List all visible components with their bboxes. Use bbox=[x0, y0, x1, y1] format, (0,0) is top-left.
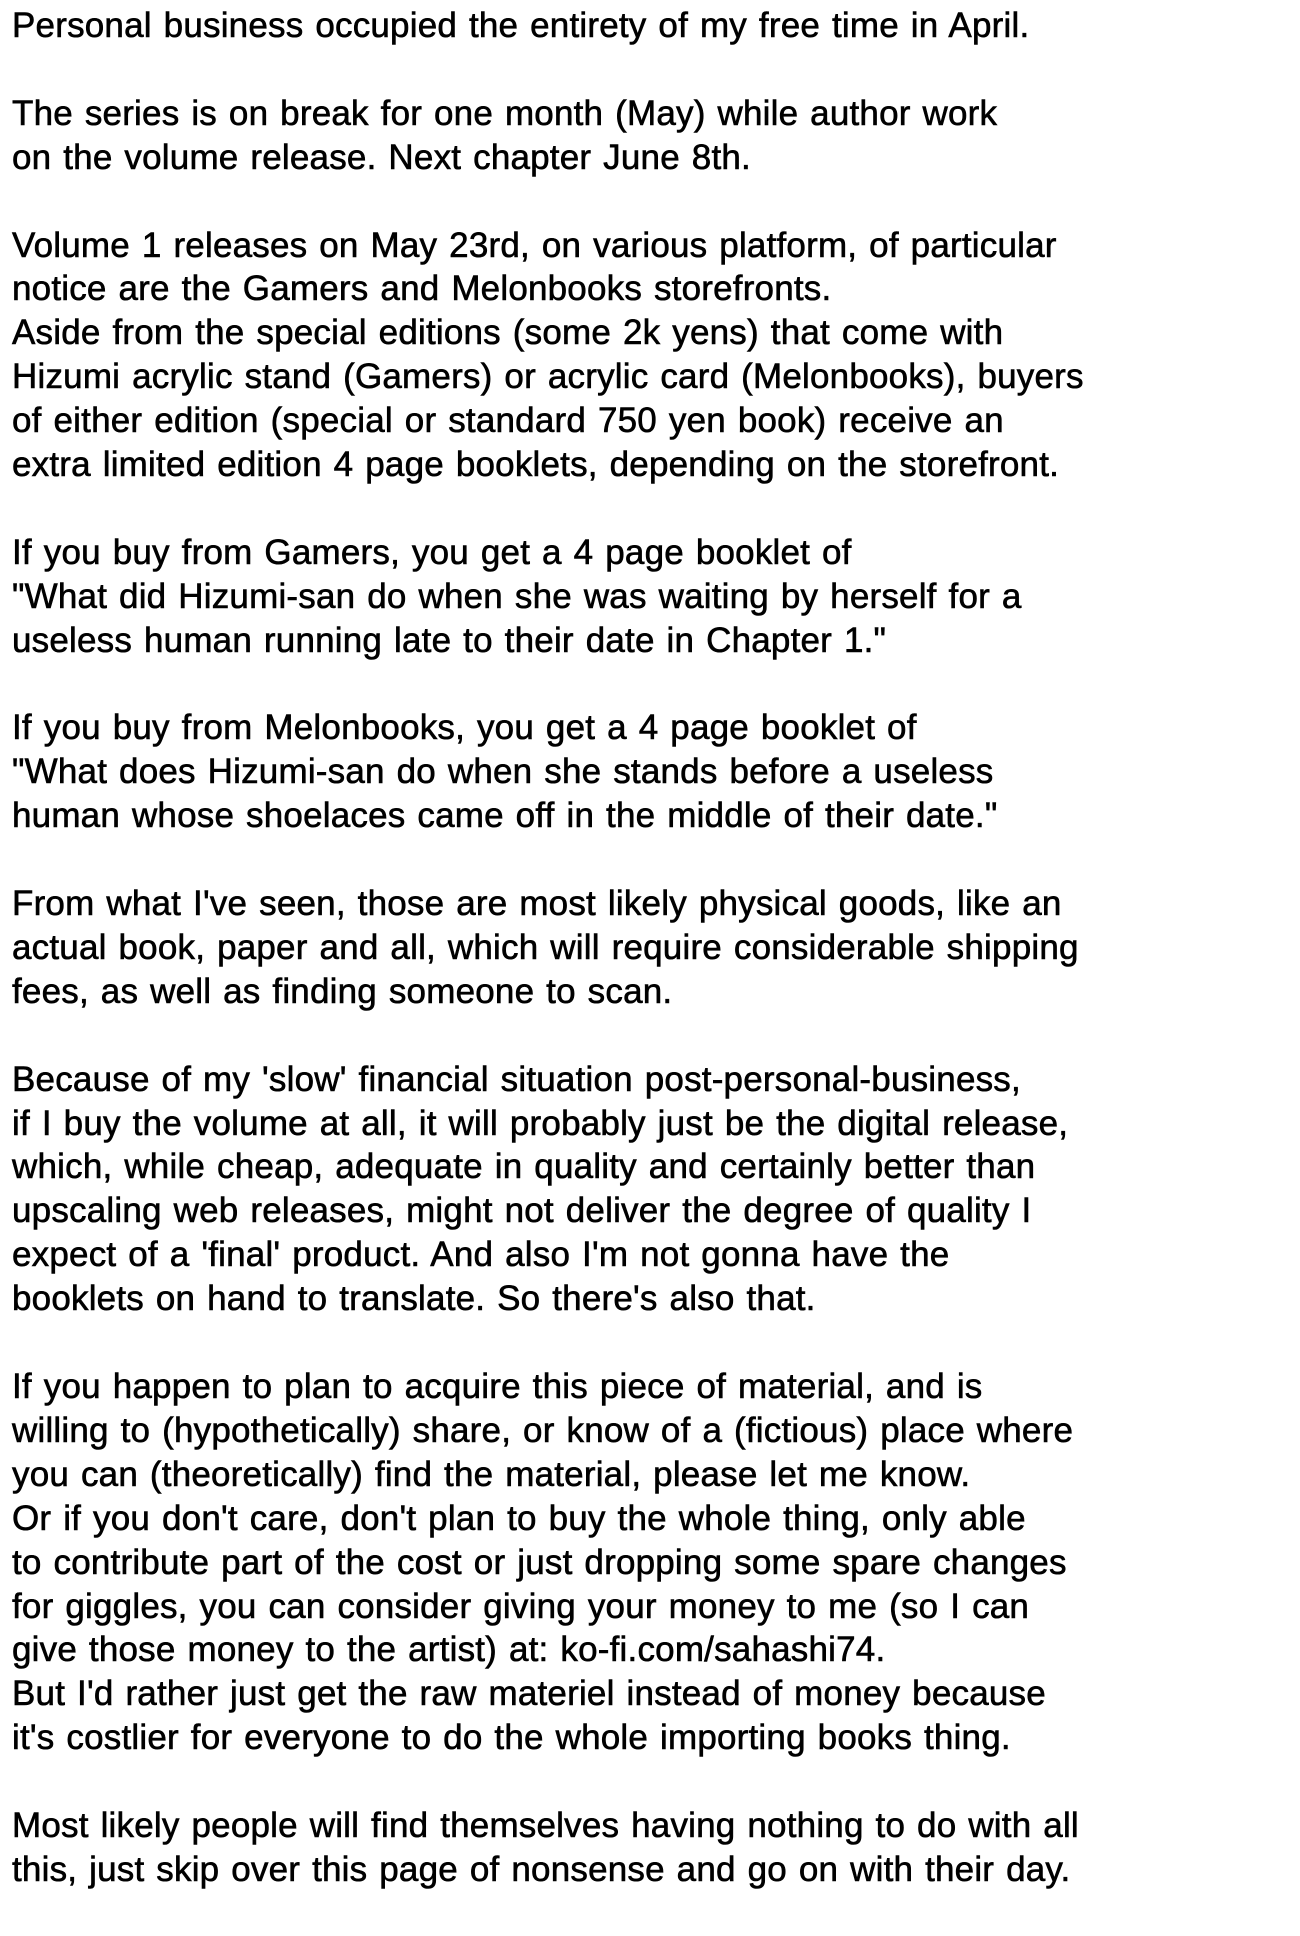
text-line: willing to (hypothetically) share, or know of a (fictious) place where bbox=[12, 1410, 1074, 1450]
text-line: to contribute part of the cost or just dropping some spare changes bbox=[12, 1542, 1067, 1582]
text-line: But I'd rather just get the raw materiel instead of money because bbox=[12, 1674, 1046, 1714]
paragraph-april-absence bbox=[12, 4, 1297, 48]
text-line: If you happen to plan to acquire this piece of material, and is bbox=[12, 1366, 983, 1406]
text-line: "What did Hizumi-san do when she was waiting by herself for a bbox=[12, 576, 1022, 616]
paragraph-series-break bbox=[12, 92, 1297, 180]
text-line: actual book, paper and all, which will require considerable shipping bbox=[12, 927, 1079, 967]
paragraph-physical-goods bbox=[12, 882, 1297, 1014]
text-line: this, just skip over this page of nonsense and go on with their day. bbox=[12, 1849, 1071, 1889]
text-line: if I buy the volume at all, it will probably just be the digital release, bbox=[12, 1103, 1069, 1143]
text-line: which, while cheap, adequate in quality and certainly better than bbox=[12, 1147, 1036, 1187]
text-line: it's costlier for everyone to do the whole importing books thing. bbox=[12, 1718, 1011, 1758]
text-line: Hizumi acrylic stand (Gamers) or acrylic card (Melonbooks), buyers bbox=[12, 357, 1084, 397]
text-line: upscaling web releases, might not deliver the degree of quality I bbox=[12, 1191, 1032, 1231]
paragraph-financial-situation bbox=[12, 1058, 1297, 1321]
text-line: If you buy from Melonbooks, you get a 4 page booklet of bbox=[12, 708, 917, 748]
paragraph-volume-release bbox=[12, 224, 1297, 487]
text-line: on the volume release. Next chapter June 8th. bbox=[12, 137, 751, 177]
text-line: human whose shoelaces came off in the middle of their date." bbox=[12, 796, 998, 836]
text-line-kofi: give those money to the artist) at: ko-fi.com/sahashi74. bbox=[12, 1630, 886, 1670]
text-line: Volume 1 releases on May 23rd, on various platform, of particular bbox=[12, 225, 1057, 265]
text-line: The series is on break for one month (May) while author work bbox=[12, 93, 998, 133]
text-line: useless human running late to their date in Chapter 1." bbox=[12, 620, 887, 660]
text-line: Most likely people will find themselves having nothing to do with all bbox=[12, 1806, 1079, 1846]
text-line: Because of my 'slow' financial situation post-personal-business, bbox=[12, 1059, 1021, 1099]
text-line: From what I've seen, those are most likely physical goods, like an bbox=[12, 884, 1062, 924]
paragraph-gamers-booklet bbox=[12, 531, 1297, 663]
text-line: "What does Hizumi-san do when she stands before a useless bbox=[12, 752, 994, 792]
translator-note-page bbox=[12, 4, 1297, 1936]
text-line: expect of a 'final' product. And also I'm not gonna have the bbox=[12, 1235, 950, 1275]
text-line: booklets on hand to translate. So there's also that. bbox=[12, 1279, 816, 1319]
text-line: fees, as well as finding someone to scan. bbox=[12, 971, 673, 1011]
text-line: notice are the Gamers and Melonbooks storefronts. bbox=[12, 269, 832, 309]
text-line: for giggles, you can consider giving your money to me (so I can bbox=[12, 1586, 1030, 1626]
text-line: you can (theoretically) find the material, please let me know. bbox=[12, 1454, 971, 1494]
text-line: of either edition (special or standard 750 yen book) receive an bbox=[12, 401, 1004, 441]
paragraph-request-and-kofi bbox=[12, 1365, 1297, 1760]
text-line: Personal business occupied the entirety of my free time in April. bbox=[12, 6, 1030, 45]
text-line: Or if you don't care, don't plan to buy the whole thing, only able bbox=[12, 1498, 1026, 1538]
paragraph-closing bbox=[12, 1804, 1297, 1892]
text-line: Aside from the special editions (some 2k yens) that come with bbox=[12, 313, 1004, 353]
paragraph-melonbooks-booklet bbox=[12, 706, 1297, 838]
text-line: extra limited edition 4 page booklets, depending on the storefront. bbox=[12, 445, 1060, 485]
text-line: If you buy from Gamers, you get a 4 page booklet of bbox=[12, 532, 852, 572]
